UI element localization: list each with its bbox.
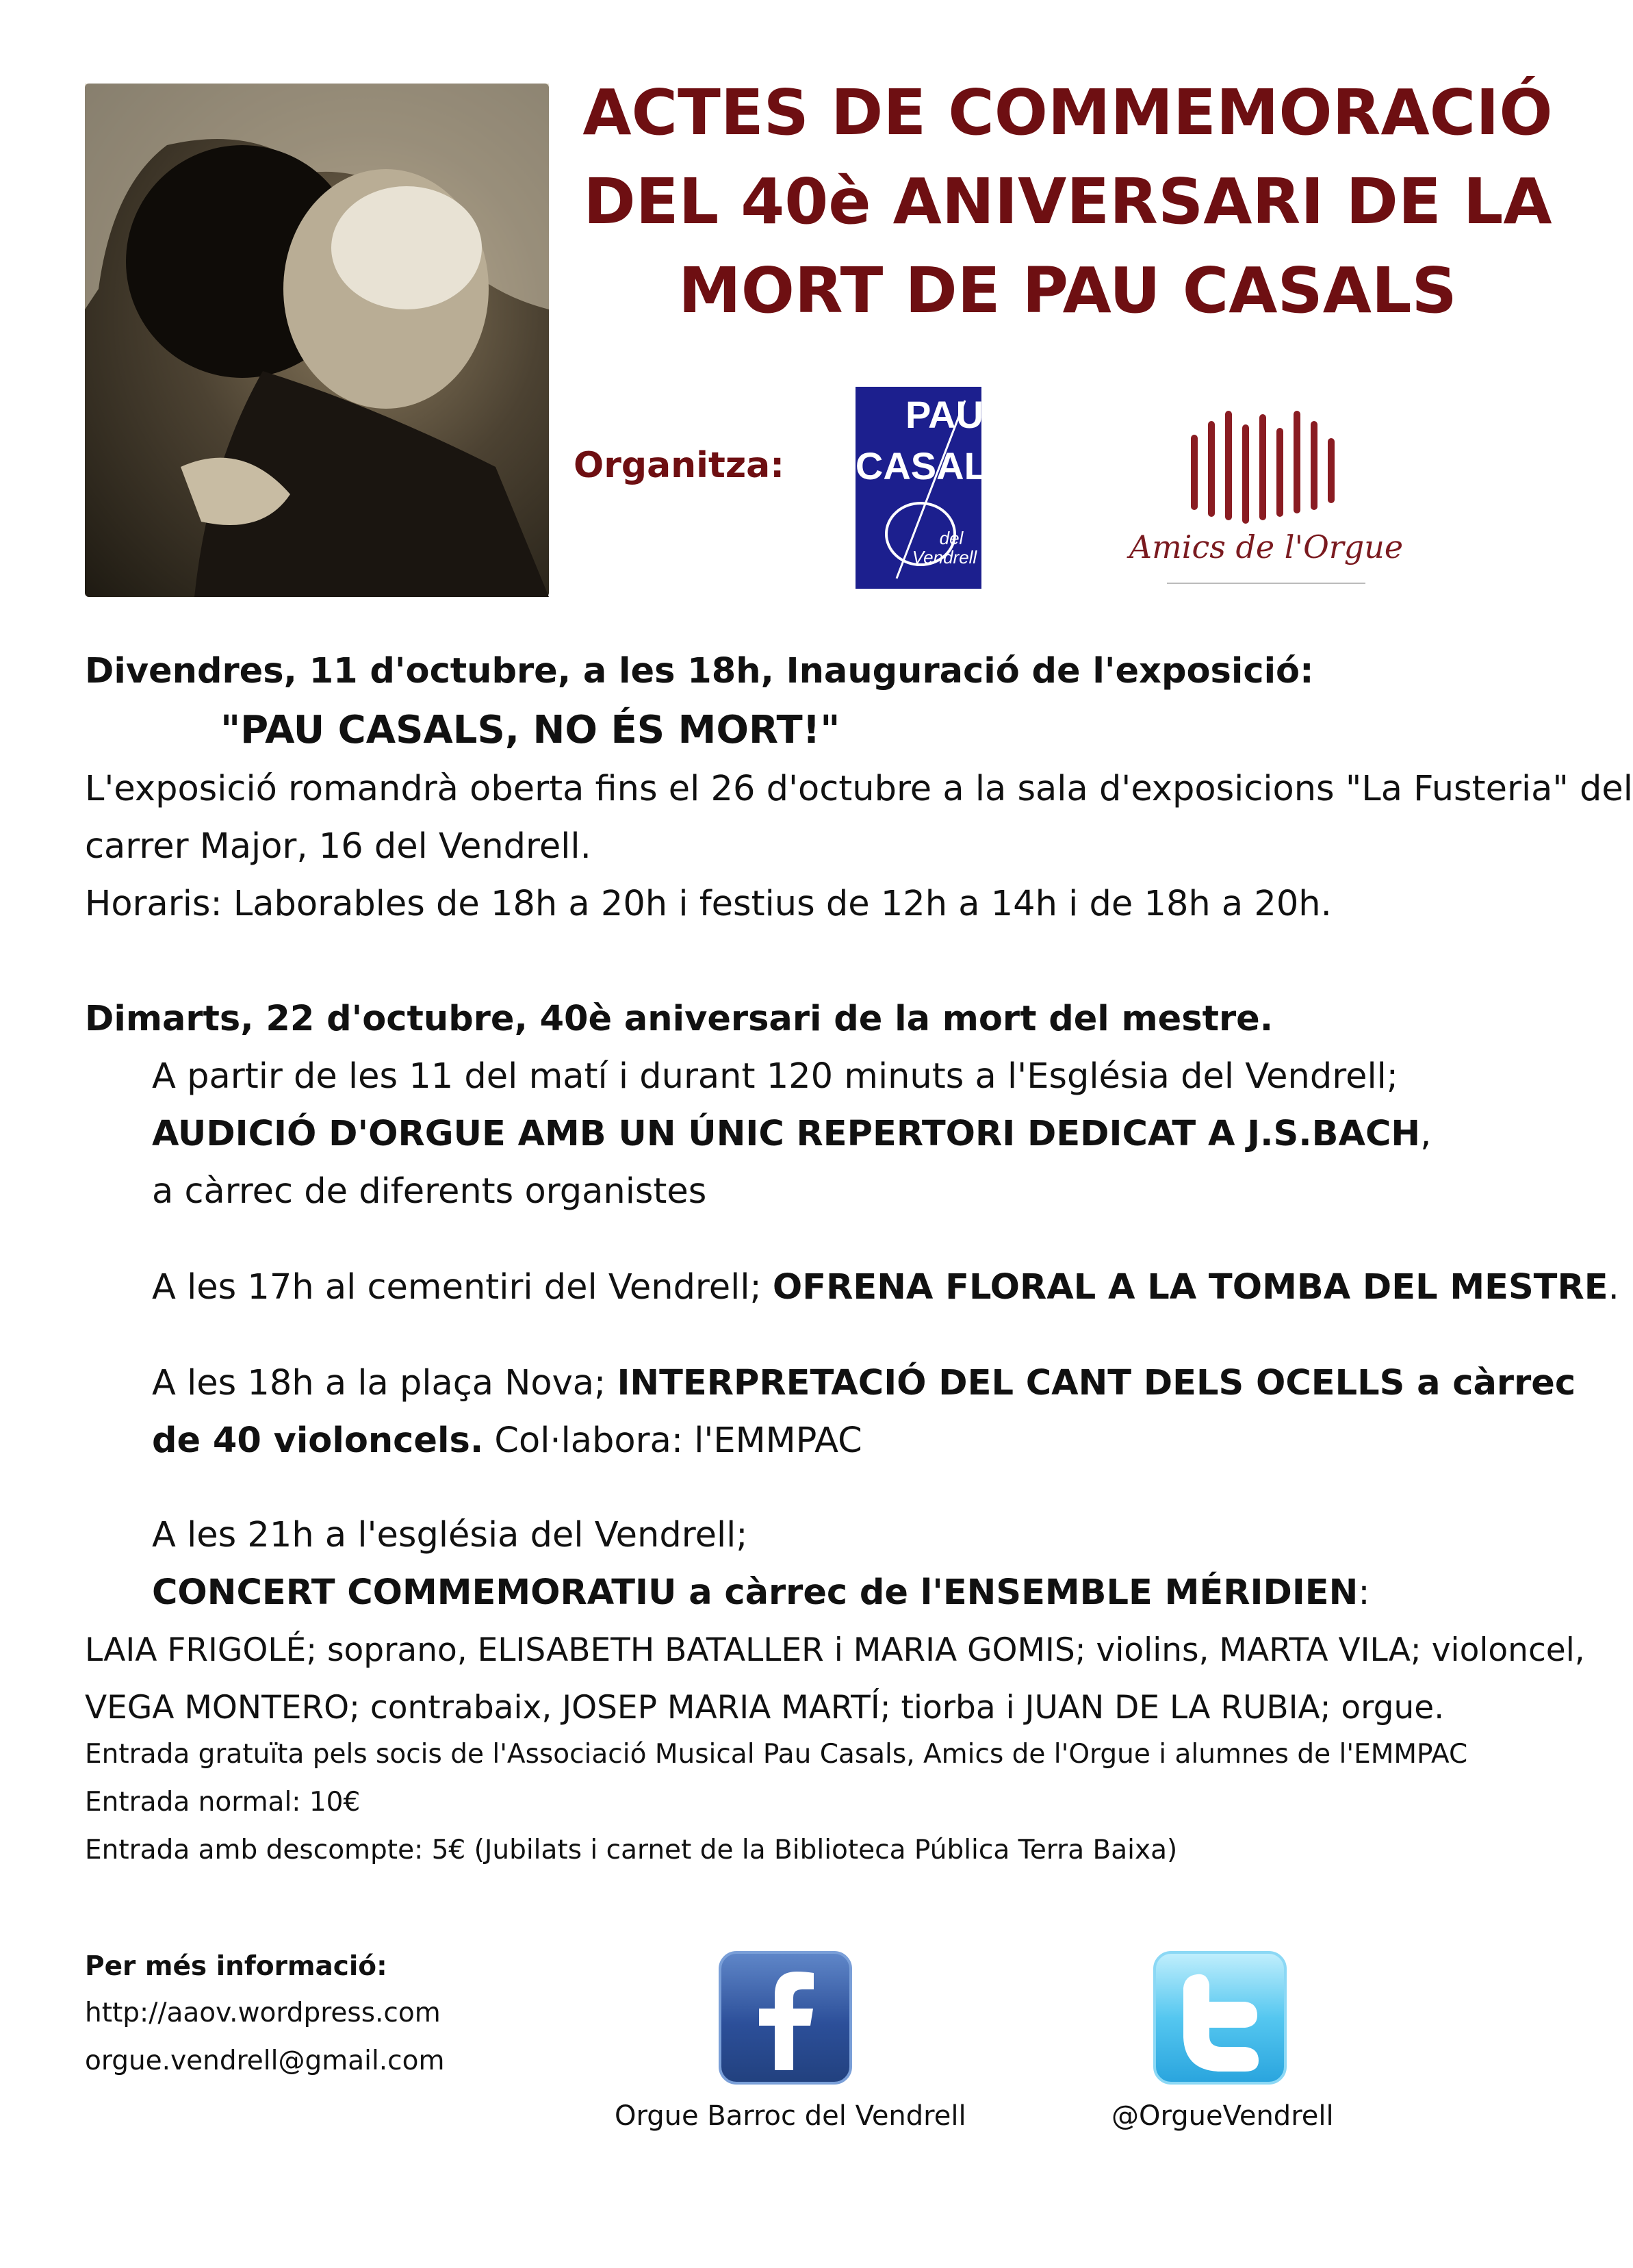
organ-title-suffix: , bbox=[1420, 1114, 1432, 1154]
svg-text:Amics de l'Orgue: Amics de l'Orgue bbox=[1129, 528, 1404, 565]
organ-by: a càrrec de diferents organistes bbox=[152, 1171, 707, 1212]
floral-title: OFRENA FLORAL A LA TOMBA DEL MESTRE bbox=[772, 1267, 1608, 1308]
entry-discount: Entrada amb descompte: 5€ (Jubilats i carnet de la Biblioteca Pública Terra Baixa) bbox=[85, 1835, 1178, 1865]
cant-title: INTERPRETACIÓ DEL CANT DELS OCELLS a càrrec bbox=[617, 1363, 1576, 1403]
organ-intro: A partir de les 11 del matí i durant 120 minuts a l'Església del Vendrell; bbox=[152, 1056, 1398, 1097]
concert-title: CONCERT COMMEMORATIU a càrrec de l'ENSEMBLE MÉRIDIEN bbox=[152, 1572, 1359, 1613]
info-email[interactable]: orgue.vendrell@gmail.com bbox=[85, 2046, 445, 2076]
facebook-icon[interactable] bbox=[719, 1951, 852, 2085]
svg-text:del: del bbox=[939, 528, 964, 548]
cant-title-2: de 40 violoncels. bbox=[152, 1420, 484, 1461]
floral-suffix: . bbox=[1608, 1267, 1619, 1308]
title-line-3: MORT DE PAU CASALS bbox=[678, 254, 1457, 327]
floral-intro: A les 17h al cementiri del Vendrell; bbox=[152, 1267, 773, 1308]
cant-line-1 bbox=[152, 1354, 1576, 1413]
page-title bbox=[561, 68, 1574, 335]
info-url[interactable]: http://aaov.wordpress.com bbox=[85, 1998, 441, 2028]
amics-de-l-orgue-logo bbox=[1129, 404, 1404, 592]
event1-text-1: L'exposició romandrà oberta fins el 26 d'octubre a la sala d'exposicions "La Fusteria" del bbox=[85, 769, 1633, 809]
event1-hours: Horaris: Laborables de 18h a 20h i festius de 12h a 14h i de 18h a 20h. bbox=[85, 884, 1332, 924]
cant-intro: A les 18h a la plaça Nova; bbox=[152, 1363, 617, 1403]
concert-title-line bbox=[152, 1564, 1370, 1622]
facebook-caption: Orgue Barroc del Vendrell bbox=[615, 2100, 966, 2132]
info-heading: Per més informació: bbox=[85, 1951, 387, 1982]
concert-intro: A les 21h a l'església del Vendrell; bbox=[152, 1515, 748, 1555]
event1-heading: Divendres, 11 d'octubre, a les 18h, Inauguració de l'exposició: bbox=[85, 651, 1314, 691]
event2-heading: Dimarts, 22 d'octubre, 40è aniversari de la mort del mestre. bbox=[85, 999, 1274, 1039]
organizer-label: Organitza: bbox=[574, 445, 785, 486]
svg-text:Vendrell: Vendrell bbox=[912, 547, 977, 568]
exhibition-title: "PAU CASALS, NO ÉS MORT!" bbox=[220, 708, 840, 752]
entry-normal: Entrada normal: 10€ bbox=[85, 1787, 361, 1818]
entry-free: Entrada gratuïta pels socis de l'Associació Musical Pau Casals, Amics de l'Orgue i alumnes de l'EMMPAC bbox=[85, 1739, 1468, 1770]
pau-casals-photo bbox=[85, 84, 549, 597]
performers-line-2: VEGA MONTERO; contrabaix, JOSEP MARIA MARTÍ; tiorba i JUAN DE LA RUBIA; orgue. bbox=[85, 1689, 1445, 1727]
organ-title-line bbox=[152, 1105, 1431, 1164]
organ-title: AUDICIÓ D'ORGUE AMB UN ÚNIC REPERTORI DEDICAT A J.S.BACH bbox=[152, 1114, 1421, 1154]
svg-text:CASALS: CASALS bbox=[855, 444, 1014, 487]
cant-collab: Col·labora: l'EMMPAC bbox=[483, 1420, 862, 1461]
title-line-2: DEL 40è ANIVERSARI DE LA bbox=[583, 165, 1552, 238]
event1-text-2: carrer Major, 16 del Vendrell. bbox=[85, 826, 591, 867]
twitter-caption: @OrgueVendrell bbox=[1111, 2100, 1334, 2132]
title-line-1: ACTES DE COMMEMORACIÓ bbox=[582, 76, 1553, 149]
concert-suffix: : bbox=[1358, 1572, 1370, 1613]
floral-line bbox=[152, 1258, 1619, 1317]
twitter-icon[interactable] bbox=[1153, 1951, 1287, 2085]
cant-line-2 bbox=[152, 1412, 862, 1470]
associacio-musical-pau-casals-logo bbox=[855, 387, 1014, 589]
svg-text:PAU: PAU bbox=[905, 393, 984, 436]
performers-line-1: LAIA FRIGOLÉ; soprano, ELISABETH BATALLER i MARIA GOMIS; violins, MARTA VILA; violoncel, bbox=[85, 1631, 1585, 1669]
